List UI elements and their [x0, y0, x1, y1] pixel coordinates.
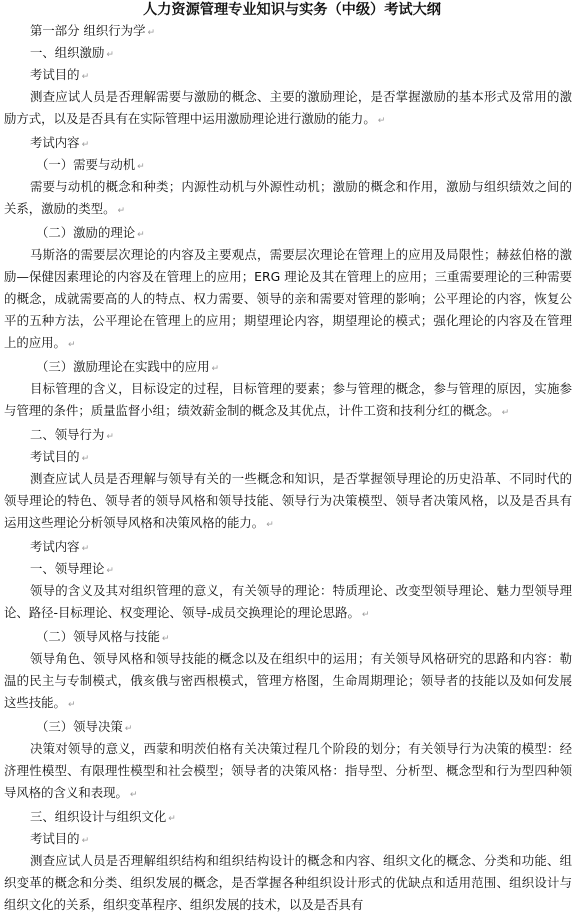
block-text: （三）激励理论在实践中的应用	[36, 359, 210, 374]
block-text: （一）需要与动机	[36, 157, 136, 172]
block-text: 测查应试人员是否理解需要与激励的概念、主要的激励理论，是否掌握激励的基本形式及常用的激励方式，以及是否具有在实际管理中运用激励理论进行激励的能力。	[4, 89, 572, 126]
paragraph-mark-icon: ↵	[117, 206, 126, 216]
paragraph-mark-icon: ↵	[501, 408, 510, 418]
block-text: 二、领导行为	[30, 427, 105, 442]
block-text: 目标管理的含义，目标设定的过程，目标管理的要素；参与管理的概念，参与管理的原因，实施参与管理的条件；质量监督小组；绩效薪金制的概念及其优点，计件工资和技利分红的概念。	[4, 381, 572, 418]
heading-line	[4, 536, 572, 558]
block-text: 考试内容	[30, 539, 80, 554]
paragraph-mark-icon: ↵	[266, 520, 274, 530]
paragraph-mark-icon: ↵	[106, 432, 114, 442]
body-paragraph	[4, 738, 572, 806]
heading-line	[4, 356, 572, 378]
heading-line	[4, 806, 572, 828]
paragraph-mark-icon: ↵	[81, 140, 90, 150]
body-paragraph	[4, 176, 572, 222]
block-text: 测查应试人员是否理解组织结构和组织结构设计的概念和内容、组织文化的概念、分类和功能、组织变革的概念和分类、组织发展的概念，是否掌握各种组织设计形式的优缺点和适用范围、组织设计与组织文化的关系，组织变革程序、组织发展的技术，以及是否具有	[4, 853, 572, 912]
heading-line	[4, 716, 572, 738]
block-text: 三、组织设计与组织文化	[30, 809, 167, 824]
paragraph-mark-icon: ↵	[81, 454, 90, 464]
paragraph-mark-icon: ↵	[67, 340, 76, 350]
heading-line	[4, 424, 572, 446]
block-text: 马斯洛的需要层次理论的内容及主要观点，需要层次理论在管理上的应用及局限性；赫兹伯格的激励—保健因素理论的内容及在管理上的应用；ERG 理论及其在管理上的应用；三重需要理论的三种需要的概念，成就需要高的人的特点、权力需要、领导的亲和需要对管理的影响；公平理论的内容，恢复公平的五种方法，公平理论在管理上的应用；期望理论内容，期望理论的模式；强化理论的内容及在管理上的应用。	[4, 247, 572, 350]
paragraph-mark-icon: ↵	[81, 836, 90, 846]
paragraph-mark-icon: ↵	[168, 814, 176, 824]
paragraph-mark-icon: ↵	[161, 634, 170, 644]
paragraph-mark-icon: ↵	[106, 50, 114, 60]
paragraph-mark-icon: ↵	[106, 566, 114, 576]
paragraph-mark-icon: ↵	[129, 790, 138, 800]
body-paragraph	[4, 580, 572, 626]
block-text: 考试目的	[30, 67, 80, 82]
block-text: 考试内容	[30, 135, 80, 150]
block-text: 考试目的	[30, 831, 80, 846]
document-body	[4, 20, 572, 916]
block-text: （二）激励的理论	[36, 225, 136, 240]
paragraph-mark-icon: ↵	[137, 230, 145, 240]
block-text: 第一部分 组织行为学	[30, 23, 146, 38]
block-text: 需要与动机的概念和种类；内源性动机与外源性动机；激励的概念和作用，激励与组织绩效之间的关系，激励的类型。	[4, 179, 572, 216]
heading-line	[4, 558, 572, 580]
heading-line	[4, 42, 572, 64]
paragraph-mark-icon: ↵	[81, 72, 90, 82]
block-text: （二）领导风格与技能	[36, 629, 160, 644]
block-text: 领导的含义及其对组织管理的意义，有关领导的理论：特质理论、改变型领导理论、魅力型领导理论、路径-目标理论、权变理论、领导-成员交换理论的理论思路。	[4, 583, 572, 620]
paragraph-mark-icon: ↵	[377, 116, 386, 126]
body-paragraph	[4, 378, 572, 424]
paragraph-mark-icon: ↵	[361, 610, 370, 620]
block-text: 测查应试人员是否理解与领导有关的一些概念和知识，是否掌握领导理论的历史沿革、不同时代的领导理论的特色、领导者的领导风格和领导技能、领导行为决策模型、领导者决策风格，以及是否具有运用这些理论分析领导风格和决策风格的能力。	[4, 471, 572, 530]
body-paragraph	[4, 468, 572, 536]
paragraph-mark-icon: ↵	[137, 162, 145, 172]
body-paragraph	[4, 86, 572, 132]
heading-line	[4, 626, 572, 648]
block-text: （三）领导决策	[36, 719, 123, 734]
heading-line	[4, 20, 572, 42]
body-paragraph	[4, 648, 572, 716]
document-title: 人力资源管理专业知识与实务（中级）考试大纲	[143, 2, 441, 18]
body-paragraph	[4, 244, 572, 356]
block-text: 决策对领导的意义，西蒙和明茨伯格有关决策过程几个阶段的划分；有关领导行为决策的模型：经济理性模型、有限理性模型和社会模型；领导者的决策风格：指导型、分析型、概念型和行为型四种领导风格的含义和表现。	[4, 741, 572, 800]
heading-line	[4, 154, 572, 176]
heading-line	[4, 828, 572, 850]
paragraph-mark-icon: ↵	[67, 700, 76, 710]
paragraph-mark-icon: ↵	[211, 364, 220, 374]
block-text: 一、领导理论	[30, 561, 105, 576]
heading-line	[4, 222, 572, 244]
block-text: 考试目的	[30, 449, 80, 464]
body-paragraph	[4, 850, 572, 916]
paragraph-mark-icon: ↵	[147, 28, 156, 38]
heading-line	[4, 132, 572, 154]
paragraph-mark-icon: ↵	[81, 544, 90, 554]
block-text: 一、组织激励	[30, 45, 105, 60]
heading-line	[4, 446, 572, 468]
block-text: 领导角色、领导风格和领导技能的概念以及在组织中的运用；有关领导风格研究的思路和内容：勒温的民主与专制模式，俄亥俄与密西根模式，管理方格图，生命周期理论；领导者的技能以及如何发展这些技能。	[4, 651, 572, 710]
heading-line	[4, 64, 572, 86]
paragraph-mark-icon: ↵	[124, 724, 133, 734]
